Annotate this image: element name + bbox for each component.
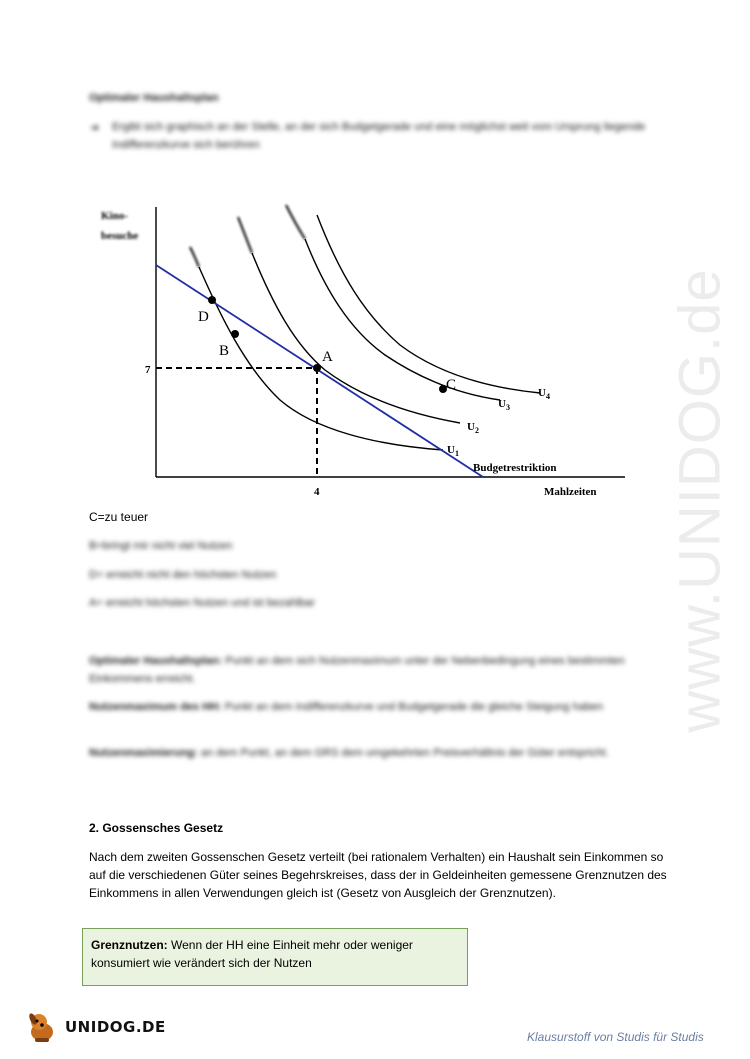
point-d bbox=[208, 296, 216, 304]
logo-text: UNIDOG.DE bbox=[65, 1018, 166, 1036]
curve-u4 bbox=[317, 215, 540, 393]
u2-top bbox=[238, 217, 252, 253]
section-title: 2. Gossensches Gesetz bbox=[89, 821, 224, 835]
definition-optimaler-haushaltsplan bbox=[89, 652, 649, 688]
y-axis-label-line2: besuche bbox=[101, 230, 139, 242]
definition-text: Punkt an dem Indifferenzkurve und Budgetgerade die gleiche Steigung haben bbox=[221, 701, 604, 713]
point-b bbox=[231, 330, 239, 338]
curve-u1 bbox=[199, 267, 443, 450]
x-tick-4: 4 bbox=[314, 486, 320, 498]
point-label-c: C bbox=[446, 377, 457, 393]
point-label-b: B bbox=[219, 343, 230, 359]
label-u3: $U_3$ bbox=[498, 398, 510, 412]
unidog-logo bbox=[25, 1010, 166, 1044]
dog-mascot-icon bbox=[25, 1010, 59, 1044]
grenznutzen-box bbox=[82, 928, 468, 986]
note-a: A= erreicht höchsten Nutzen und ist bezahlbar bbox=[89, 597, 315, 609]
indifference-curve-chart bbox=[95, 195, 655, 505]
note-d: D= erreicht nicht den höchsten Nutzen bbox=[89, 569, 277, 581]
note-c: C=zu teuer bbox=[89, 510, 149, 524]
point-label-a: A bbox=[322, 349, 333, 365]
definition-term: Optimaler Haushaltsplan: bbox=[89, 655, 223, 667]
definition-nutzenmaximum bbox=[89, 698, 649, 716]
definition-term: Nutzenmaximum des HH: bbox=[89, 701, 222, 713]
section-paragraph: Nach dem zweiten Gossenschen Gesetz verteilt (bei rationalem Verhalten) ein Haushalt sein Einkommen so auf die verschiedenen Güter seines Begehrskreises, dass der in Geldeinheiten gemessene Grenznutzen des Einkommens in allen Verwendungen gleich ist (Gesetz von Ausgleich der Grenznutzen). bbox=[89, 850, 667, 900]
bullet-item bbox=[90, 118, 652, 154]
box-term: Grenznutzen: bbox=[91, 938, 168, 952]
curve-u2 bbox=[252, 253, 460, 423]
box-text: Wenn der HH eine Einheit mehr oder weniger konsumiert wie verändert sich der Nutzen bbox=[91, 938, 413, 970]
definition-text: an dem Punkt, an dem GRS dem umgekehrten Preisverhältnis der Güter entspricht. bbox=[197, 747, 609, 759]
watermark: www.UNIDOG.de bbox=[667, 267, 733, 733]
x-axis-label: Mahlzeiten bbox=[544, 486, 597, 498]
note-b: B=bringt mir nicht viel Nutzen bbox=[89, 540, 233, 552]
point-a bbox=[313, 364, 321, 372]
y-tick-7: 7 bbox=[145, 364, 151, 376]
definition-nutzenmaximierung bbox=[89, 744, 649, 762]
u1-top bbox=[190, 247, 199, 267]
label-budgetrestriktion: Budgetrestriktion bbox=[473, 462, 557, 474]
label-u2: $U_2$ bbox=[467, 421, 479, 435]
label-u1: $U_1$ bbox=[447, 444, 459, 458]
footer-tagline: Klausurstoff von Studis für Studis bbox=[527, 1030, 704, 1044]
label-u4: $U_4$ bbox=[538, 387, 550, 401]
bullet-text: Ergibt sich graphisch an der Stelle, an der sich Budgetgerade und eine möglichst weit vom Ursprung liegende Indifferenzkurve sich berühren bbox=[112, 121, 646, 151]
arrow-right-icon: ➜ bbox=[90, 122, 100, 134]
u3-top bbox=[286, 205, 305, 239]
y-axis-label-line1: Kino- bbox=[101, 210, 128, 222]
point-label-d: D bbox=[198, 309, 209, 325]
definition-text: Punkt an dem sich Nutzenmaximum unter der Nebenbedingung eines bestimmten Einkommens erreicht. bbox=[89, 655, 625, 685]
heading-optimaler-haushaltsplan: Optimaler Haushaltsplan bbox=[89, 92, 219, 104]
definition-term: Nutzenmaximierung: bbox=[89, 747, 198, 759]
